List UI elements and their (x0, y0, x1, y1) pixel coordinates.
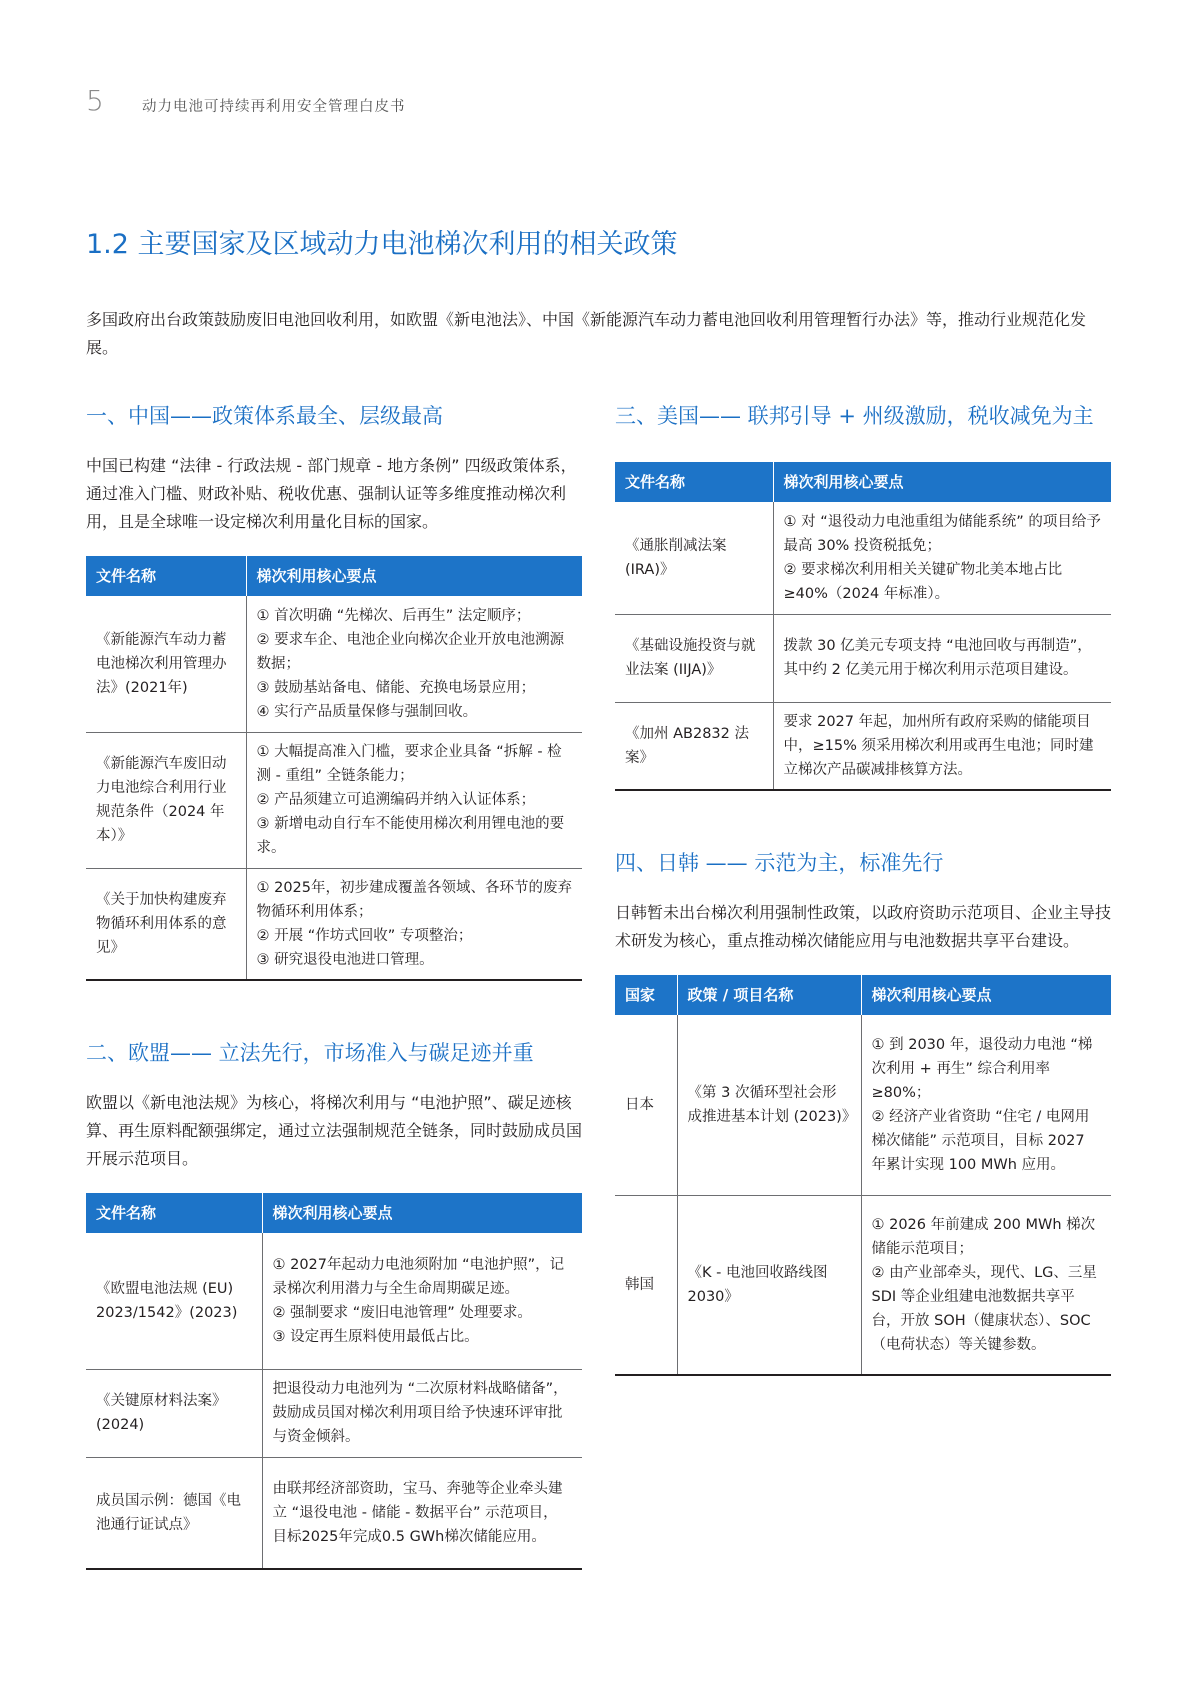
policy-name: 成员国示例：德国《电池通行证试点》 (86, 1457, 262, 1569)
policy-point: ① 到 2030 年，退役动力电池 “梯次利用 + 再生” 综合利用率≥80%； (871, 1036, 1093, 1101)
table-row (615, 1195, 1111, 1375)
table-row (86, 1369, 582, 1457)
policy-point: ① 2026 年前建成 200 MWh 梯次储能示范项目； (871, 1216, 1096, 1257)
policy-name: 《新能源汽车动力蓄电池梯次利用管理办法》(2021年) (86, 596, 246, 732)
column-header: 梯次利用核心要点 (262, 1193, 582, 1233)
policy-point: ② 产品须建立可追溯编码并纳入认证体系； (256, 792, 536, 808)
japan-korea-heading: 四、日韩 —— 示范为主，标准先行 (615, 851, 944, 875)
table-row (86, 868, 582, 980)
policy-point: ② 开展 “作坊式回收” 专项整治； (256, 927, 473, 944)
policy-points (861, 1015, 1111, 1195)
policy-points (262, 1457, 582, 1569)
column-header: 国家 (615, 975, 677, 1015)
policy-points (262, 1369, 582, 1457)
policy-points (773, 502, 1111, 614)
policy-point: ① 2025年，初步建成覆盖各领域、各环节的废弃物循环利用体系； (256, 879, 573, 920)
policy-points (773, 614, 1111, 702)
policy-point: ② 经济产业省资助 “住宅 / 电网用梯次储能” 示范项目，目标 2027 年累计实现 100 MWh 应用。 (871, 1108, 1090, 1173)
policy-point: ① 对 “退役动力电池重组为储能系统” 的项目给予最高 30% 投资税抵免； (783, 513, 1101, 554)
page-number: 5 (86, 84, 104, 117)
policy-point: ③ 研究退役电池进口管理。 (256, 951, 434, 968)
column-header: 梯次利用核心要点 (246, 556, 582, 596)
policy-point: 要求 2027 年起，加州所有政府采购的储能项目中，≥15% 须采用梯次利用或再生电池；同时建立梯次产品碳减排核算方法。 (783, 713, 1094, 778)
country-name: 日本 (615, 1015, 677, 1195)
intro-paragraph: 多国政府出台政策鼓励废旧电池回收利用，如欧盟《新电池法》、中国《新能源汽车动力蓄电池回收利用管理暂行办法》等，推动行业规范化发展。 (86, 310, 1087, 357)
right-column (615, 400, 1111, 1376)
table-row (86, 1233, 582, 1369)
policy-point: 拨款 30 亿美元专项支持 “电池回收与再制造”，其中约 2 亿美元用于梯次利用示范项目建设。 (783, 638, 1092, 678)
policy-points (773, 702, 1111, 790)
column-header: 文件名称 (86, 1193, 262, 1233)
china-policy-table (86, 556, 582, 981)
policy-name: 《欧盟电池法规 (EU) 2023/1542》(2023) (86, 1233, 262, 1369)
policy-point: ① 首次明确 “先梯次、后再生” 法定顺序； (256, 607, 531, 624)
table-row (615, 1015, 1111, 1195)
policy-point: ② 由产业部牵头，现代、LG、三星 SDI 等企业组建电池数据共享平台，开放 SOH（健康状态）、SOC（电荷状态）等关键参数。 (871, 1264, 1097, 1353)
policy-name: 《加州 AB2832 法案》 (615, 702, 773, 790)
china-paragraph: 中国已构建 “法律 - 行政法规 - 部门规章 - 地方条例” 四级政策体系，通过准入门槛、财政补贴、税收优惠、强制认证等多维度推动梯次利用，且是全球唯一设定梯次利用量化目标的国家。 (86, 456, 577, 531)
table-header-row (615, 975, 1111, 1015)
policy-name: 《通胀削减法案 (IRA)》 (615, 502, 773, 614)
policy-point: ① 大幅提高准入门槛，要求企业具备 “拆解 - 检测 - 重组” 全链条能力； (256, 744, 562, 784)
eu-policy-table (86, 1193, 582, 1570)
table-row (615, 502, 1111, 614)
policy-points (246, 596, 582, 732)
policy-name: 《新能源汽车废旧动力电池综合利用行业规范条件（2024 年本）》 (86, 732, 246, 868)
policy-name: 《第 3 次循环型社会形成推进基本计划 (2023)》 (677, 1015, 861, 1195)
policy-point: ③ 设定再生原料使用最低占比。 (272, 1328, 479, 1345)
eu-heading: 二、欧盟—— 立法先行，市场准入与碳足迹并重 (86, 1041, 534, 1065)
china-heading: 一、中国——政策体系最全、层级最高 (86, 404, 443, 428)
column-header: 文件名称 (615, 462, 773, 502)
table-row (615, 702, 1111, 790)
policy-name: 《关于加快构建废弃物循环利用体系的意见》 (86, 868, 246, 980)
policy-point: ③ 鼓励基站备电、储能、充换电场景应用； (256, 679, 536, 696)
table-row (86, 596, 582, 732)
japan-korea-paragraph: 日韩暂未出台梯次利用强制性政策，以政府资助示范项目、企业主导技术研发为核心，重点推动梯次储能应用与电池数据共享平台建设。 (615, 903, 1112, 950)
policy-name: 《关键原材料法案》(2024) (86, 1369, 262, 1457)
left-column (86, 400, 582, 1570)
policy-points (246, 732, 582, 868)
table-row (86, 1457, 582, 1569)
japan-korea-policy-table (615, 975, 1111, 1376)
policy-name: 《K - 电池回收路线图 2030》 (677, 1195, 861, 1375)
policy-name: 《基础设施投资与就业法案 (IIJA)》 (615, 614, 773, 702)
policy-point: 由联邦经济部资助，宝马、奔驰等企业牵头建立 “退役电池 - 储能 - 数据平台” 示范项目，目标2025年完成0.5 GWh梯次储能应用。 (272, 1480, 563, 1545)
policy-point: ② 强制要求 “废旧电池管理” 处理要求。 (272, 1304, 532, 1321)
table-header-row (86, 1193, 582, 1233)
document-title: 动力电池可持续再利用安全管理白皮书 (142, 99, 406, 115)
table-header-row (615, 462, 1111, 502)
column-header: 梯次利用核心要点 (773, 462, 1111, 502)
table-row (615, 614, 1111, 702)
section-title: 1.2 主要国家及区域动力电池梯次利用的相关政策 (86, 229, 678, 260)
policy-points (246, 868, 582, 980)
country-name: 韩国 (615, 1195, 677, 1375)
policy-point: ③ 新增电动自行车不能使用梯次利用锂电池的要求。 (256, 816, 565, 856)
column-header: 政策 / 项目名称 (677, 975, 861, 1015)
table-header-row (86, 556, 582, 596)
policy-point: 把退役动力电池列为 “二次原材料战略储备”，鼓励成员国对梯次利用项目给予快速环评审批与资金倾斜。 (272, 1381, 568, 1445)
us-policy-table (615, 462, 1111, 791)
us-heading: 三、美国—— 联邦引导 + 州级激励，税收减免为主 (615, 404, 1094, 428)
policy-point: ② 要求车企、电池企业向梯次企业开放电池溯源数据； (256, 631, 565, 672)
table-row (86, 732, 582, 868)
policy-points (861, 1195, 1111, 1375)
policy-points (262, 1233, 582, 1369)
eu-paragraph: 欧盟以《新电池法规》为核心，将梯次利用与 “电池护照”、碳足迹核算、再生原料配额强绑定，通过立法强制规范全链条，同时鼓励成员国开展示范项目。 (86, 1093, 583, 1168)
policy-point: ② 要求梯次利用相关关键矿物北美本地占比≥40%（2024 年标准）。 (783, 561, 1063, 602)
policy-point: ④ 实行产品质量保修与强制回收。 (256, 703, 478, 720)
column-header: 梯次利用核心要点 (861, 975, 1111, 1015)
policy-point: ① 2027年起动力电池须附加 “电池护照”，记录梯次利用潜力与全生命周期碳足迹。 (272, 1256, 565, 1297)
column-header: 文件名称 (86, 556, 246, 596)
